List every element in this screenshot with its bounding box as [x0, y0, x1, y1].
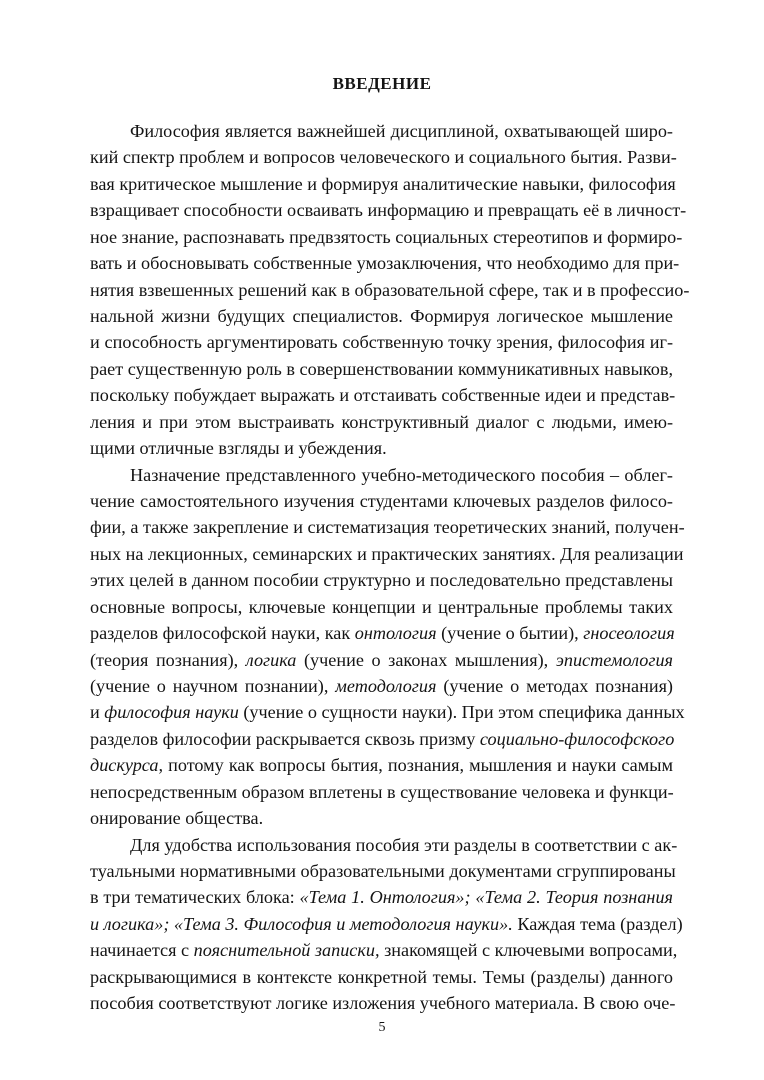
text-line: непосредственным образом вплетены в существование человека и функци-: [90, 781, 674, 802]
text-line: нятия взвешенных решений как в образовательной сфере, так и в профессио-: [90, 279, 690, 300]
text-line: этих целей в данном пособии структурно и последовательно представлены: [90, 570, 673, 591]
text-line: [90, 884, 673, 910]
text-line: [90, 911, 683, 937]
text-line: поскольку побуждает выражать и отстаивать собственные идеи и представ-: [90, 385, 676, 406]
line-text: (теория познания),: [90, 649, 246, 670]
page-number: 5: [378, 1020, 386, 1035]
italic-term: методология: [335, 675, 437, 696]
text-line: рает существенную роль в совершенствовании коммуникативных навыков,: [90, 358, 673, 379]
line-text: и: [90, 702, 105, 723]
text-line: ления и при этом выстраивать конструктивный диалог с людьми, имею-: [90, 411, 673, 432]
line-text: раскрывающимися в контексте конкретной темы. Темы (разделы) данного: [90, 966, 673, 987]
text-line: Философия является важнейшей дисциплиной, охватывающей широ-: [130, 121, 673, 141]
italic-term: гносеология: [583, 623, 675, 644]
text-line: [90, 699, 685, 725]
line-text: знакомящей с ключевыми вопросами,: [379, 940, 678, 961]
text-line: и способность аргументировать собственную точку зрения, философия иг-: [90, 332, 673, 353]
text-line: [90, 620, 673, 646]
line-text: пособия соответствуют логике изложения учебного материала. В свою оче-: [90, 993, 676, 1013]
text-line: Назначение представленного учебно-методического пособия – облег-: [130, 464, 673, 485]
text-line: ное знание, распознавать предвзятость социальных стереотипов и формиро-: [90, 226, 683, 247]
text-line: [90, 647, 673, 673]
italic-term: социально-философского: [479, 728, 675, 749]
line-text: начинается с: [90, 940, 194, 961]
italic-term: эпистемология: [555, 649, 673, 670]
text-line: чение самостоятельного изучения студентами ключевых разделов филосо-: [90, 490, 673, 511]
text-line: Для удобства использования пособия эти разделы в соответствии с ак-: [130, 834, 678, 855]
text-line: [90, 964, 673, 990]
text-line: онирование общества.: [90, 808, 264, 828]
line-text: (учение о сущности науки). При этом специфика данных: [238, 702, 685, 723]
text-line: вая критическое мышление и формируя аналитические навыки, философия: [90, 173, 676, 194]
text-line: щими отличные взгляды и убеждения.: [90, 438, 387, 459]
page-title: ВВЕДЕНИЕ: [332, 74, 432, 93]
line-text: (учение о научном познании),: [90, 675, 336, 696]
text-line: кий спектр проблем и вопросов человеческого и социального бытия. Разви-: [90, 147, 677, 168]
text-line: [90, 673, 673, 699]
italic-term: онтология: [354, 623, 437, 644]
line-text: (учение о бытии),: [436, 623, 584, 644]
line-text: (учение о методах познания): [436, 675, 673, 696]
text-line: вать и обосновывать собственные умозаключения, что необходимо для при-: [90, 253, 680, 274]
text-line: [90, 990, 676, 1016]
text-line: туальными нормативными образовательными документами сгруппированы: [90, 860, 676, 881]
line-text: потому как вопросы бытия, познания, мышления и науки самым: [163, 755, 673, 776]
line-text: разделов философии раскрывается сквозь призму: [90, 728, 480, 749]
italic-term: философия науки: [104, 702, 239, 723]
italic-term: и логика»; «Тема 3. Философия и методология науки».: [90, 913, 513, 934]
text-line: [90, 937, 678, 963]
text-line: основные вопросы, ключевые концепции и центральные проблемы таких: [90, 596, 673, 617]
text-line: [90, 726, 673, 752]
text-line: фии, а также закрепление и систематизация теоретических знаний, получен-: [90, 517, 685, 538]
text-line: нальной жизни будущих специалистов. Формируя логическое мышление: [90, 306, 673, 326]
italic-term: дискурса,: [90, 755, 164, 776]
italic-term: пояснительной записки,: [193, 940, 380, 961]
line-text: Каждая тема (раздел): [512, 913, 683, 934]
line-text: разделов философской науки, как: [90, 623, 355, 644]
text-line: взращивает способности осваивать информацию и превращать её в личност-: [90, 200, 687, 221]
italic-term: логика: [245, 649, 297, 670]
text-line: [90, 752, 673, 778]
line-text: в три тематических блока:: [90, 887, 300, 908]
text-line: ных на лекционных, семинарских и практических занятиях. Для реализации: [90, 543, 684, 564]
line-text: (учение о законах мышления),: [296, 649, 556, 670]
italic-term: «Тема 1. Онтология»; «Тема 2. Теория познания: [299, 887, 673, 908]
